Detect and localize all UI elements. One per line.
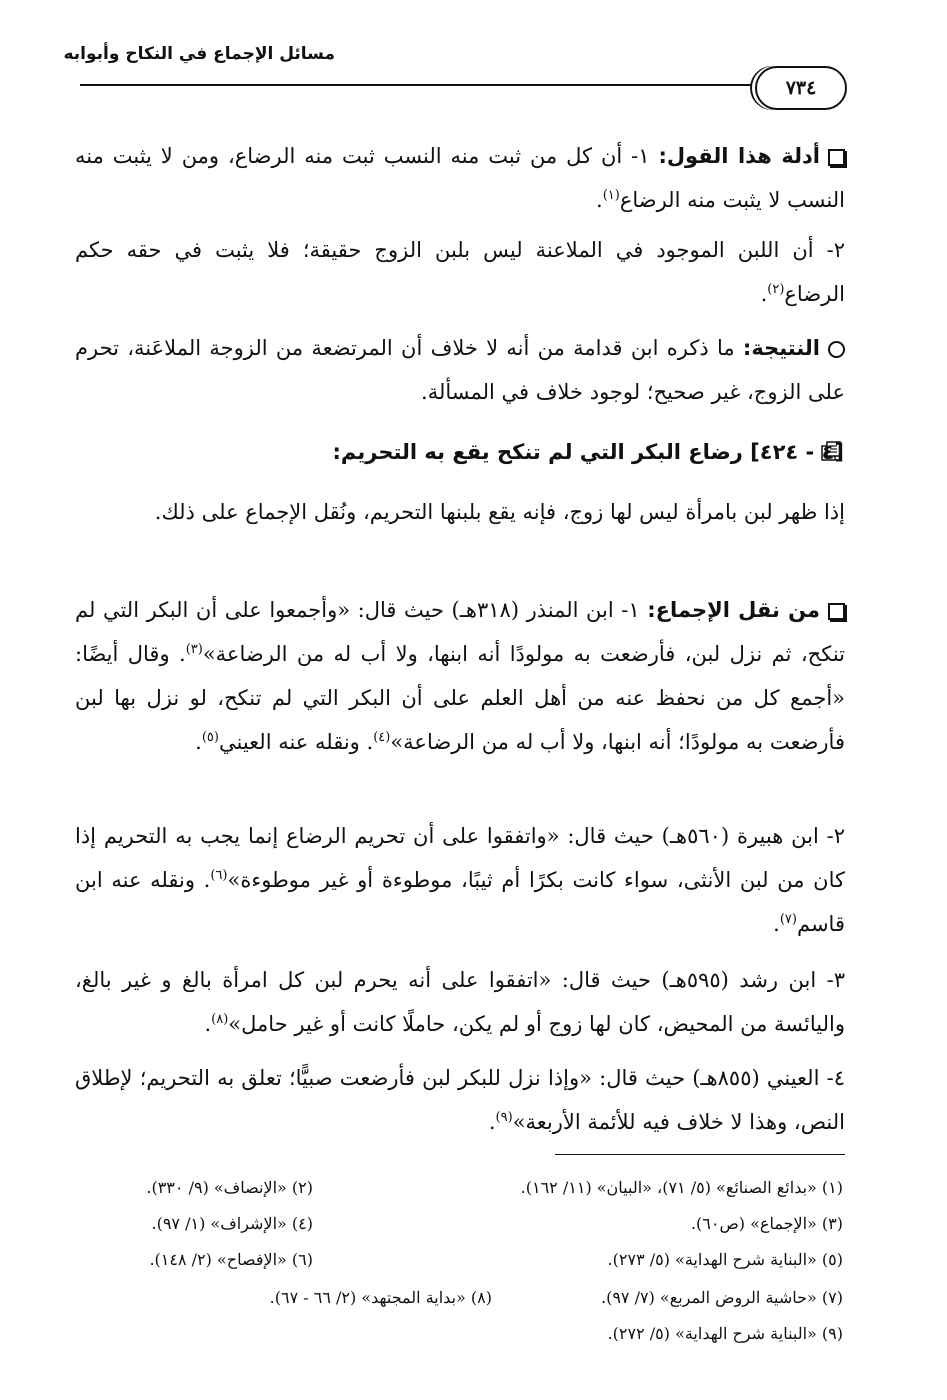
evidence-lead: أدلة هذا القول:	[658, 144, 820, 168]
result-paragraph	[75, 326, 845, 414]
footnote-4: (٤) «الإشراف» (١/ ٩٧).	[151, 1214, 313, 1233]
square-bullet-icon	[828, 603, 845, 620]
footnote-8: (٨) «بداية المجتهد» (٢/ ٦٦ - ٦٧).	[269, 1288, 492, 1307]
evidence-paragraph-2	[75, 228, 845, 316]
footnote-2: (٢) «الإنصاف» (٩/ ٣٣٠).	[146, 1178, 313, 1197]
footnote-ref-9: (٩)	[495, 1110, 513, 1125]
transmitters-paragraph	[75, 588, 845, 764]
transmitter-2-mid: . ونقله عنه ابن قاسم	[75, 868, 845, 936]
transmitter-2-end: .	[773, 912, 780, 936]
transmitter-1-mid: . ونقله عنه العيني	[218, 730, 374, 754]
result-lead: النتيجة:	[742, 336, 820, 360]
footnote-ref-1: (١)	[602, 188, 620, 203]
page-number-badge	[755, 66, 847, 110]
circle-bullet-icon	[828, 341, 845, 358]
transmitter-1-quote-2: وقال أيضًا: «أجمع كل من نحفظ عنه من أهل العلم على أن البكر التي لم تنكح، لو نزل بها لبن فأرضعت به مولودًا؛ أنه ابنها، ولا أب له من الرضاعة»	[75, 642, 845, 754]
transmitter-2-text: ٢- ابن هبيرة (٥٦٠هـ) حيث قال: «واتفقوا على أن تحريم الرضاع إنما يجب به التحريم إذا كان من لبن الأنثى، سواء كانت بكرًا أم ثيبًا، موطوءة أو غير موطوءة»	[75, 824, 846, 892]
footnote-1: (١) «بدائع الصنائع» (٥/ ٧١)، «البيان» (١١/ ١٦٢).	[520, 1178, 843, 1197]
transmitter-4-paragraph	[75, 1056, 845, 1144]
result-text: ما ذكره ابن قدامة من أنه لا خلاف أن المرتضعة من الزوجة الملاعَنة، تحرم على الزوج، غير صحيح؛ لوجود خلاف في المسألة.	[75, 336, 845, 404]
footnote-6: (٦) «الإفصاح» (٢/ ١٤٨).	[149, 1250, 313, 1269]
footnote-7: (٧) «حاشية الروض المربع» (٧/ ٩٧).	[600, 1288, 843, 1307]
page-number: ٧٣٤	[785, 77, 817, 99]
evidence2-end: .	[760, 282, 768, 306]
transmitter-3-text: ٣- ابن رشد (٥٩٥هـ) حيث قال: «اتفقوا على أنه يحرم لبن كل امرأة بالغ و غير بالغ، واليائسة من المحيض، كان لها زوج أو لم يكن، حاملًا كانت أو غير حامل»	[75, 968, 845, 1036]
square-bullet-icon	[828, 149, 845, 166]
footnote-3: (٣) «الإجماع» (ص٦٠).	[690, 1214, 843, 1233]
transmitter-1-end-2: .	[195, 730, 202, 754]
footnote-ref-5: (٥)	[201, 730, 219, 745]
evidence-paragraph	[75, 134, 845, 222]
transmitter-3-end: .	[204, 1012, 212, 1036]
footnote-ref-2: (٢)	[767, 282, 785, 297]
transmitters-lead: من نقل الإجماع:	[647, 598, 821, 622]
footnote-9: (٩) «البناية شرح الهداية» (٥/ ٢٧٢).	[607, 1324, 843, 1343]
transmitter-2-paragraph	[75, 814, 845, 946]
running-title: مسائل الإجماع في النكاح وأبوابه	[63, 44, 335, 64]
transmitter-4-end: .	[488, 1110, 496, 1134]
footnote-ref-7: (٧)	[779, 912, 797, 927]
evidence-end: .	[596, 188, 603, 212]
footnote-ref-8: (٨)	[211, 1012, 229, 1027]
footnote-ref-6: (٦)	[210, 868, 228, 883]
transmitter-4-text: ٤- العيني (٨٥٥هـ) حيث قال: «وإذا نزل للبكر لبن فأرضعت صبيًّا؛ تعلق به التحريم؛ لإطلاق النص، وهذا لا خلاف فيه للأئمة الأربعة»	[75, 1066, 845, 1134]
transmitter-1-end: .	[169, 642, 186, 666]
header-rule	[80, 84, 760, 86]
footnote-rule	[555, 1154, 845, 1155]
footnote-ref-3: (٣)	[185, 642, 203, 657]
evidence2-text: ٢- أن اللبن الموجود في الملاعنة ليس بلبن الزوج حقيقة؛ فلا يثبت في حقه حكم الرضاع	[75, 238, 845, 306]
footnote-5: (٥) «البناية شرح الهداية» (٥/ ٢٧٣).	[607, 1250, 843, 1269]
transmitter-3-paragraph	[75, 958, 845, 1046]
evidence-text: ١- أن كل من ثبت منه النسب ثبت منه الرضاع، ومن لا يثبت منه النسب لا يثبت منه الرضاع	[75, 144, 845, 212]
footnote-ref-4: (٤)	[373, 730, 391, 745]
section-heading: [٤ - ٤٢٤] رضاع البكر التي لم تنكح يقع به التحريم:	[332, 440, 844, 464]
transmitter-1-text: ١- ابن المنذر (٣١٨هـ) حيث قال: «وأجمعوا على أن البكر التي لم تنكح، ثم نزل لبن، فأرضعت به مولودًا أنه ابنها، ولا أب له من الرضاعة»	[75, 598, 846, 666]
intro-paragraph: إذا ظهر لبن بامرأة ليس لها زوج، فإنه يقع بلبنها التحريم، ونُقل الإجماع على ذلك.	[154, 500, 845, 524]
